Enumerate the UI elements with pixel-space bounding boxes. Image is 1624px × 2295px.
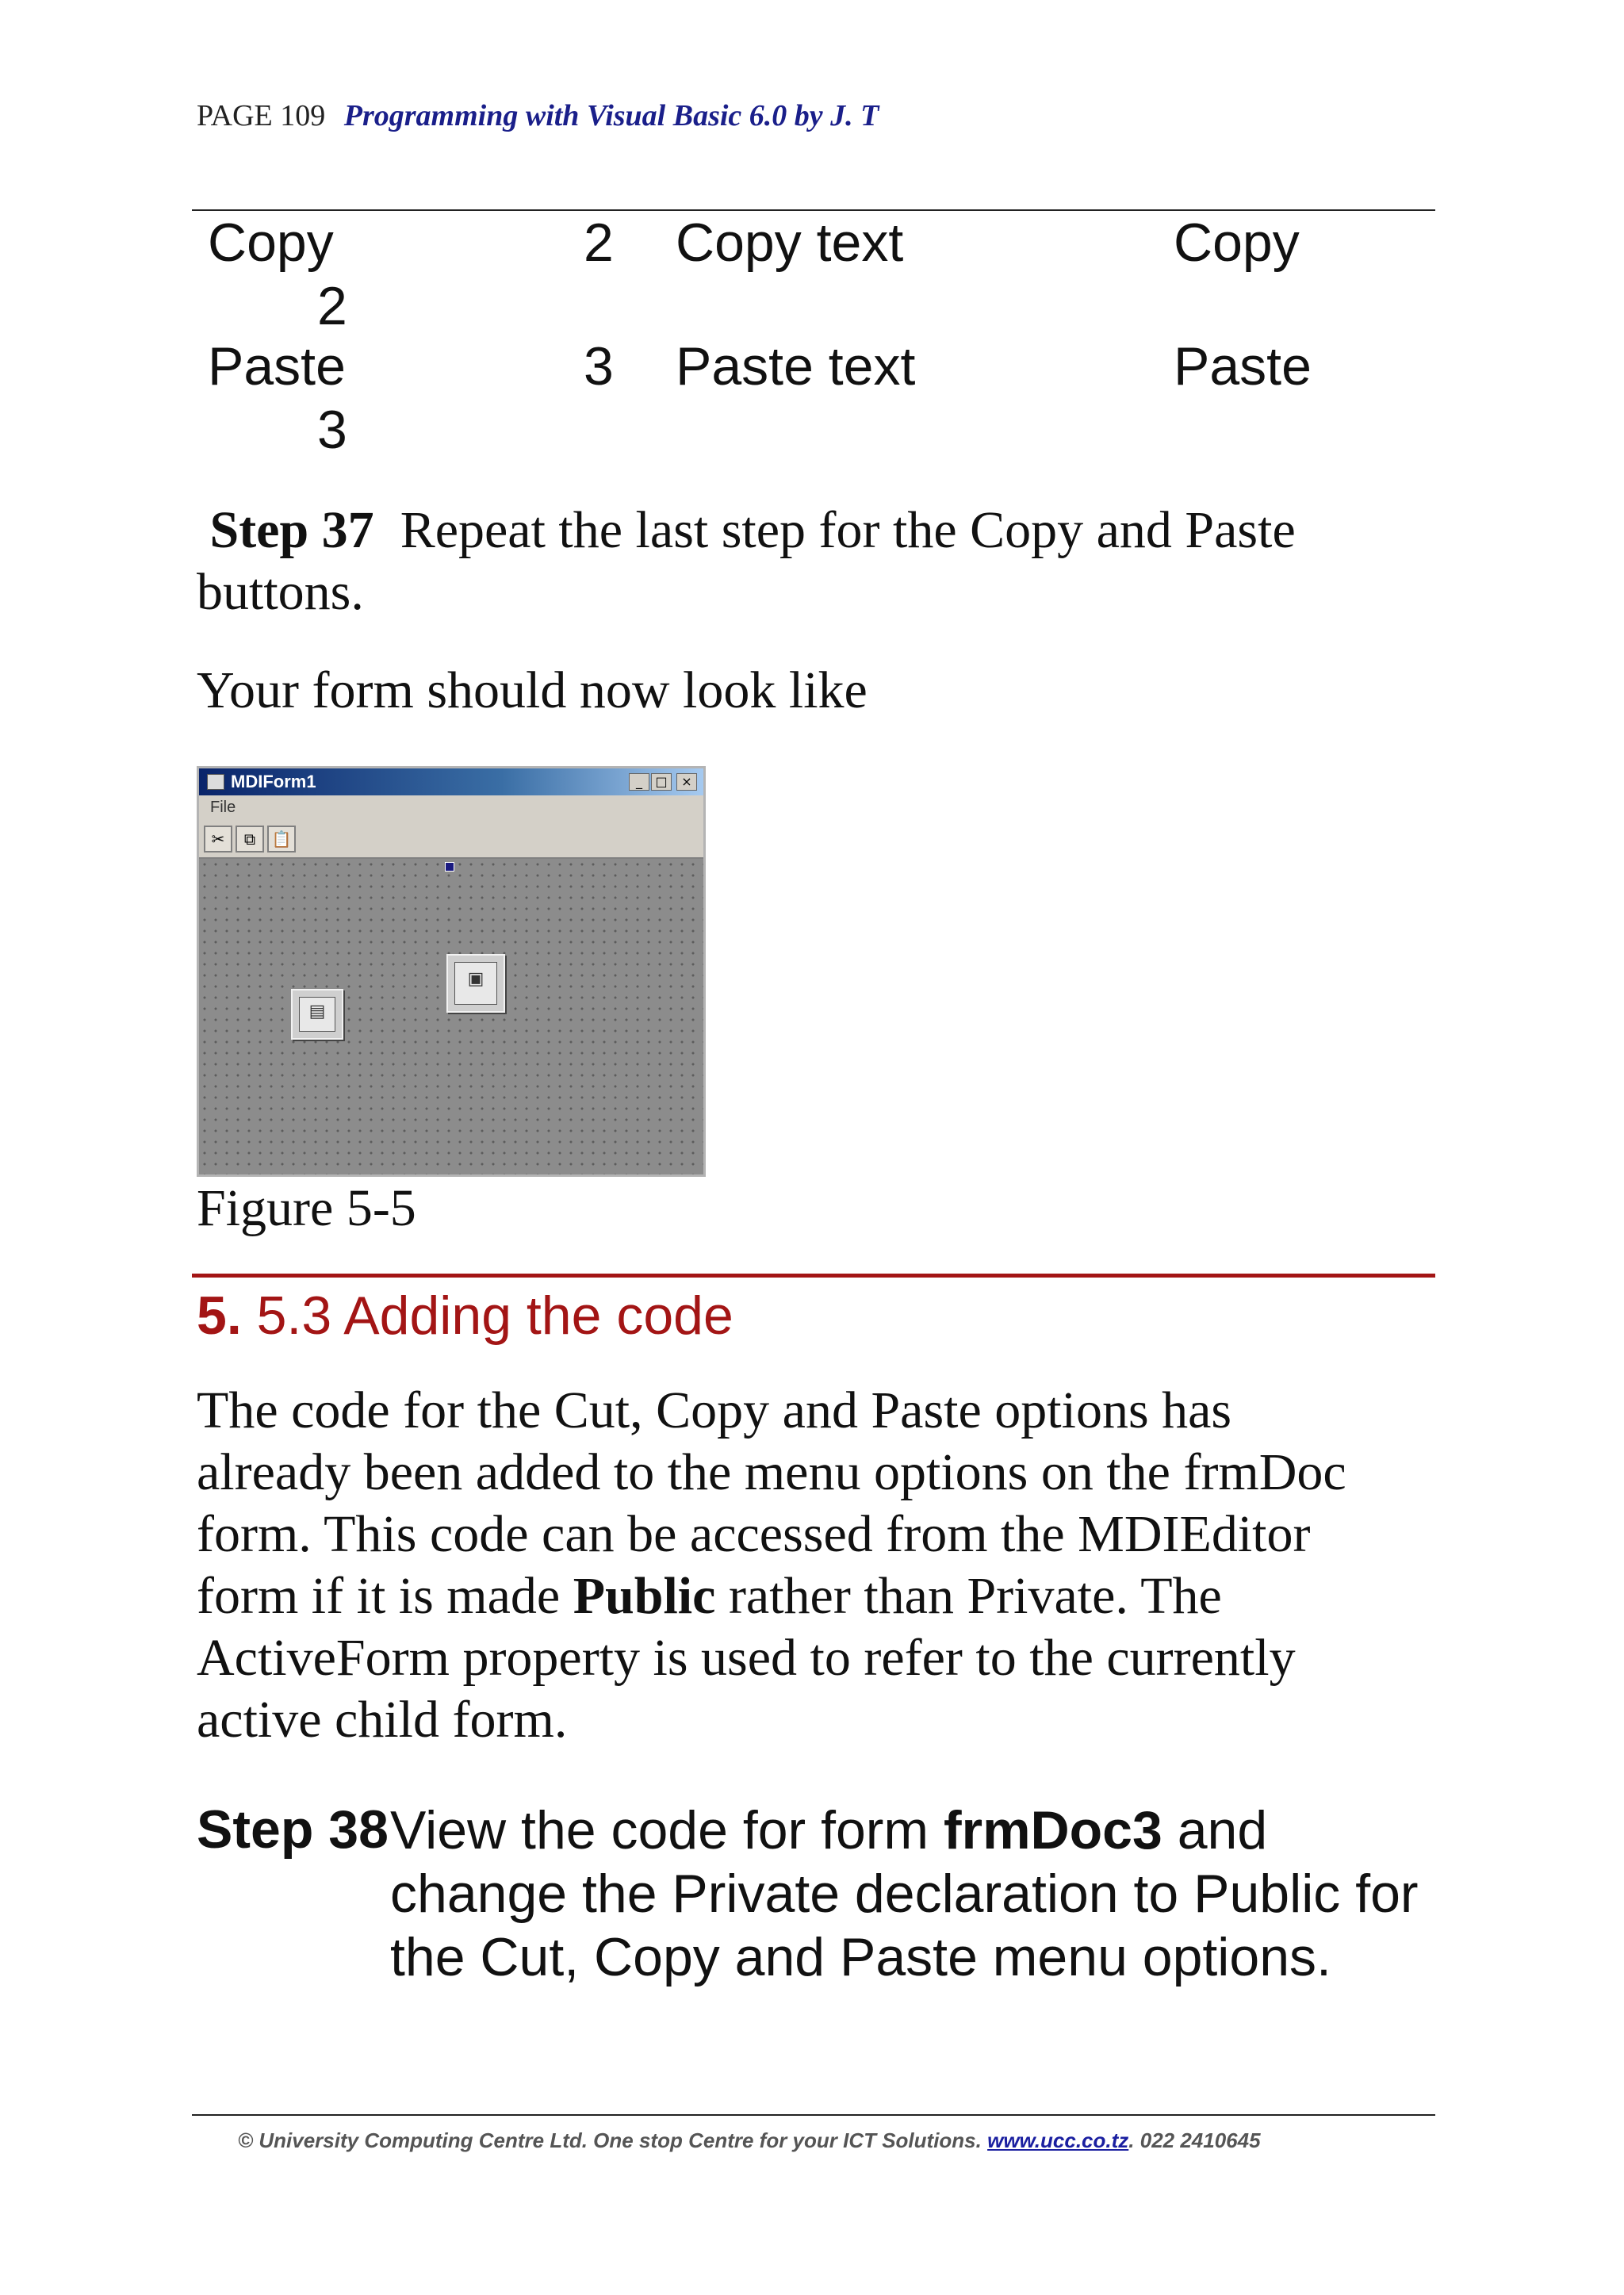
cell-name: Paste	[208, 336, 346, 397]
table-top-rule	[192, 209, 1435, 211]
toolbar	[199, 821, 703, 859]
selection-handle[interactable]	[445, 862, 454, 872]
close-button[interactable]: ×	[676, 773, 697, 791]
body-line: already been added to the menu options on the frmDoc	[197, 1443, 1346, 1501]
body-line: form if it is made Public rather than Private. The	[197, 1567, 1222, 1625]
section-title: 5.3 Adding the code	[241, 1285, 733, 1346]
intro-line: Your form should now look like	[197, 661, 868, 719]
section-rule	[192, 1274, 1435, 1278]
cell-caption: Paste text	[676, 336, 916, 397]
body-paragraph	[197, 1380, 1434, 1751]
body-line: ActiveForm property is used to refer to the currently	[197, 1629, 1296, 1687]
window-titlebar	[199, 768, 703, 795]
step-37-text-cont: buttons.	[197, 563, 364, 621]
body-line: form. This code can be accessed from the MDIEditor	[197, 1505, 1311, 1563]
app-icon	[207, 774, 224, 790]
body-line: The code for the Cut, Copy and Paste options has	[197, 1381, 1232, 1439]
public-keyword: Public	[573, 1567, 716, 1625]
step-38-text: View the code for form frmDoc3 and change the Private declaration to Public for the Cut, Copy and Paste menu options.	[390, 1800, 1419, 1987]
paste-icon[interactable]: 📋	[267, 826, 296, 852]
book-title: Programming with Visual Basic 6.0 by J. T	[343, 99, 879, 132]
cell-index: 2	[584, 213, 614, 273]
cell-tooltip: Paste	[1174, 336, 1312, 397]
step-38-label: Step 38	[197, 1799, 389, 1860]
form-name: frmDoc3	[943, 1800, 1162, 1860]
cell-caption: Copy text	[676, 213, 904, 273]
footer-text: © University Computing Centre Ltd. One stop Centre for your ICT Solutions.	[238, 2128, 988, 2152]
mdi-form-figure	[197, 766, 706, 1177]
step-37-paragraph	[197, 500, 1434, 623]
mdi-client-area	[199, 859, 703, 1174]
page-header	[197, 98, 879, 133]
minimize-button[interactable]: _	[629, 773, 649, 791]
figure-caption: Figure 5-5	[197, 1179, 416, 1237]
copy-icon[interactable]: ⧉	[236, 826, 264, 852]
cell-tooltip: Copy	[1174, 213, 1300, 273]
footer-link[interactable]: www.ucc.co.tz	[987, 2128, 1129, 2152]
commondialog-control-icon[interactable]: ▤	[291, 989, 343, 1040]
menu-bar	[199, 795, 703, 821]
cell-name: Copy	[208, 213, 334, 273]
footer-phone: . 022 2410645	[1128, 2128, 1261, 2152]
cell-index: 3	[584, 336, 614, 397]
cell-key: 2	[317, 276, 347, 336]
section-heading	[197, 1285, 733, 1347]
body-line: active child form.	[197, 1691, 568, 1749]
imagelist-control-icon[interactable]: ▣	[446, 954, 505, 1013]
page-footer	[238, 2128, 1396, 2153]
cell-key: 3	[317, 400, 347, 460]
maximize-button[interactable]: □	[651, 773, 672, 791]
cut-icon[interactable]: ✂	[204, 826, 232, 852]
step-37-text: Repeat the last step for the Copy and Paste	[400, 501, 1296, 559]
menu-file[interactable]: File	[210, 799, 236, 816]
page-number: PAGE 109	[197, 99, 326, 132]
step-37-label: Step 37	[209, 501, 374, 559]
footer-rule	[192, 2114, 1435, 2116]
window-title: MDIForm1	[231, 772, 316, 791]
section-number: 5.	[197, 1285, 242, 1346]
